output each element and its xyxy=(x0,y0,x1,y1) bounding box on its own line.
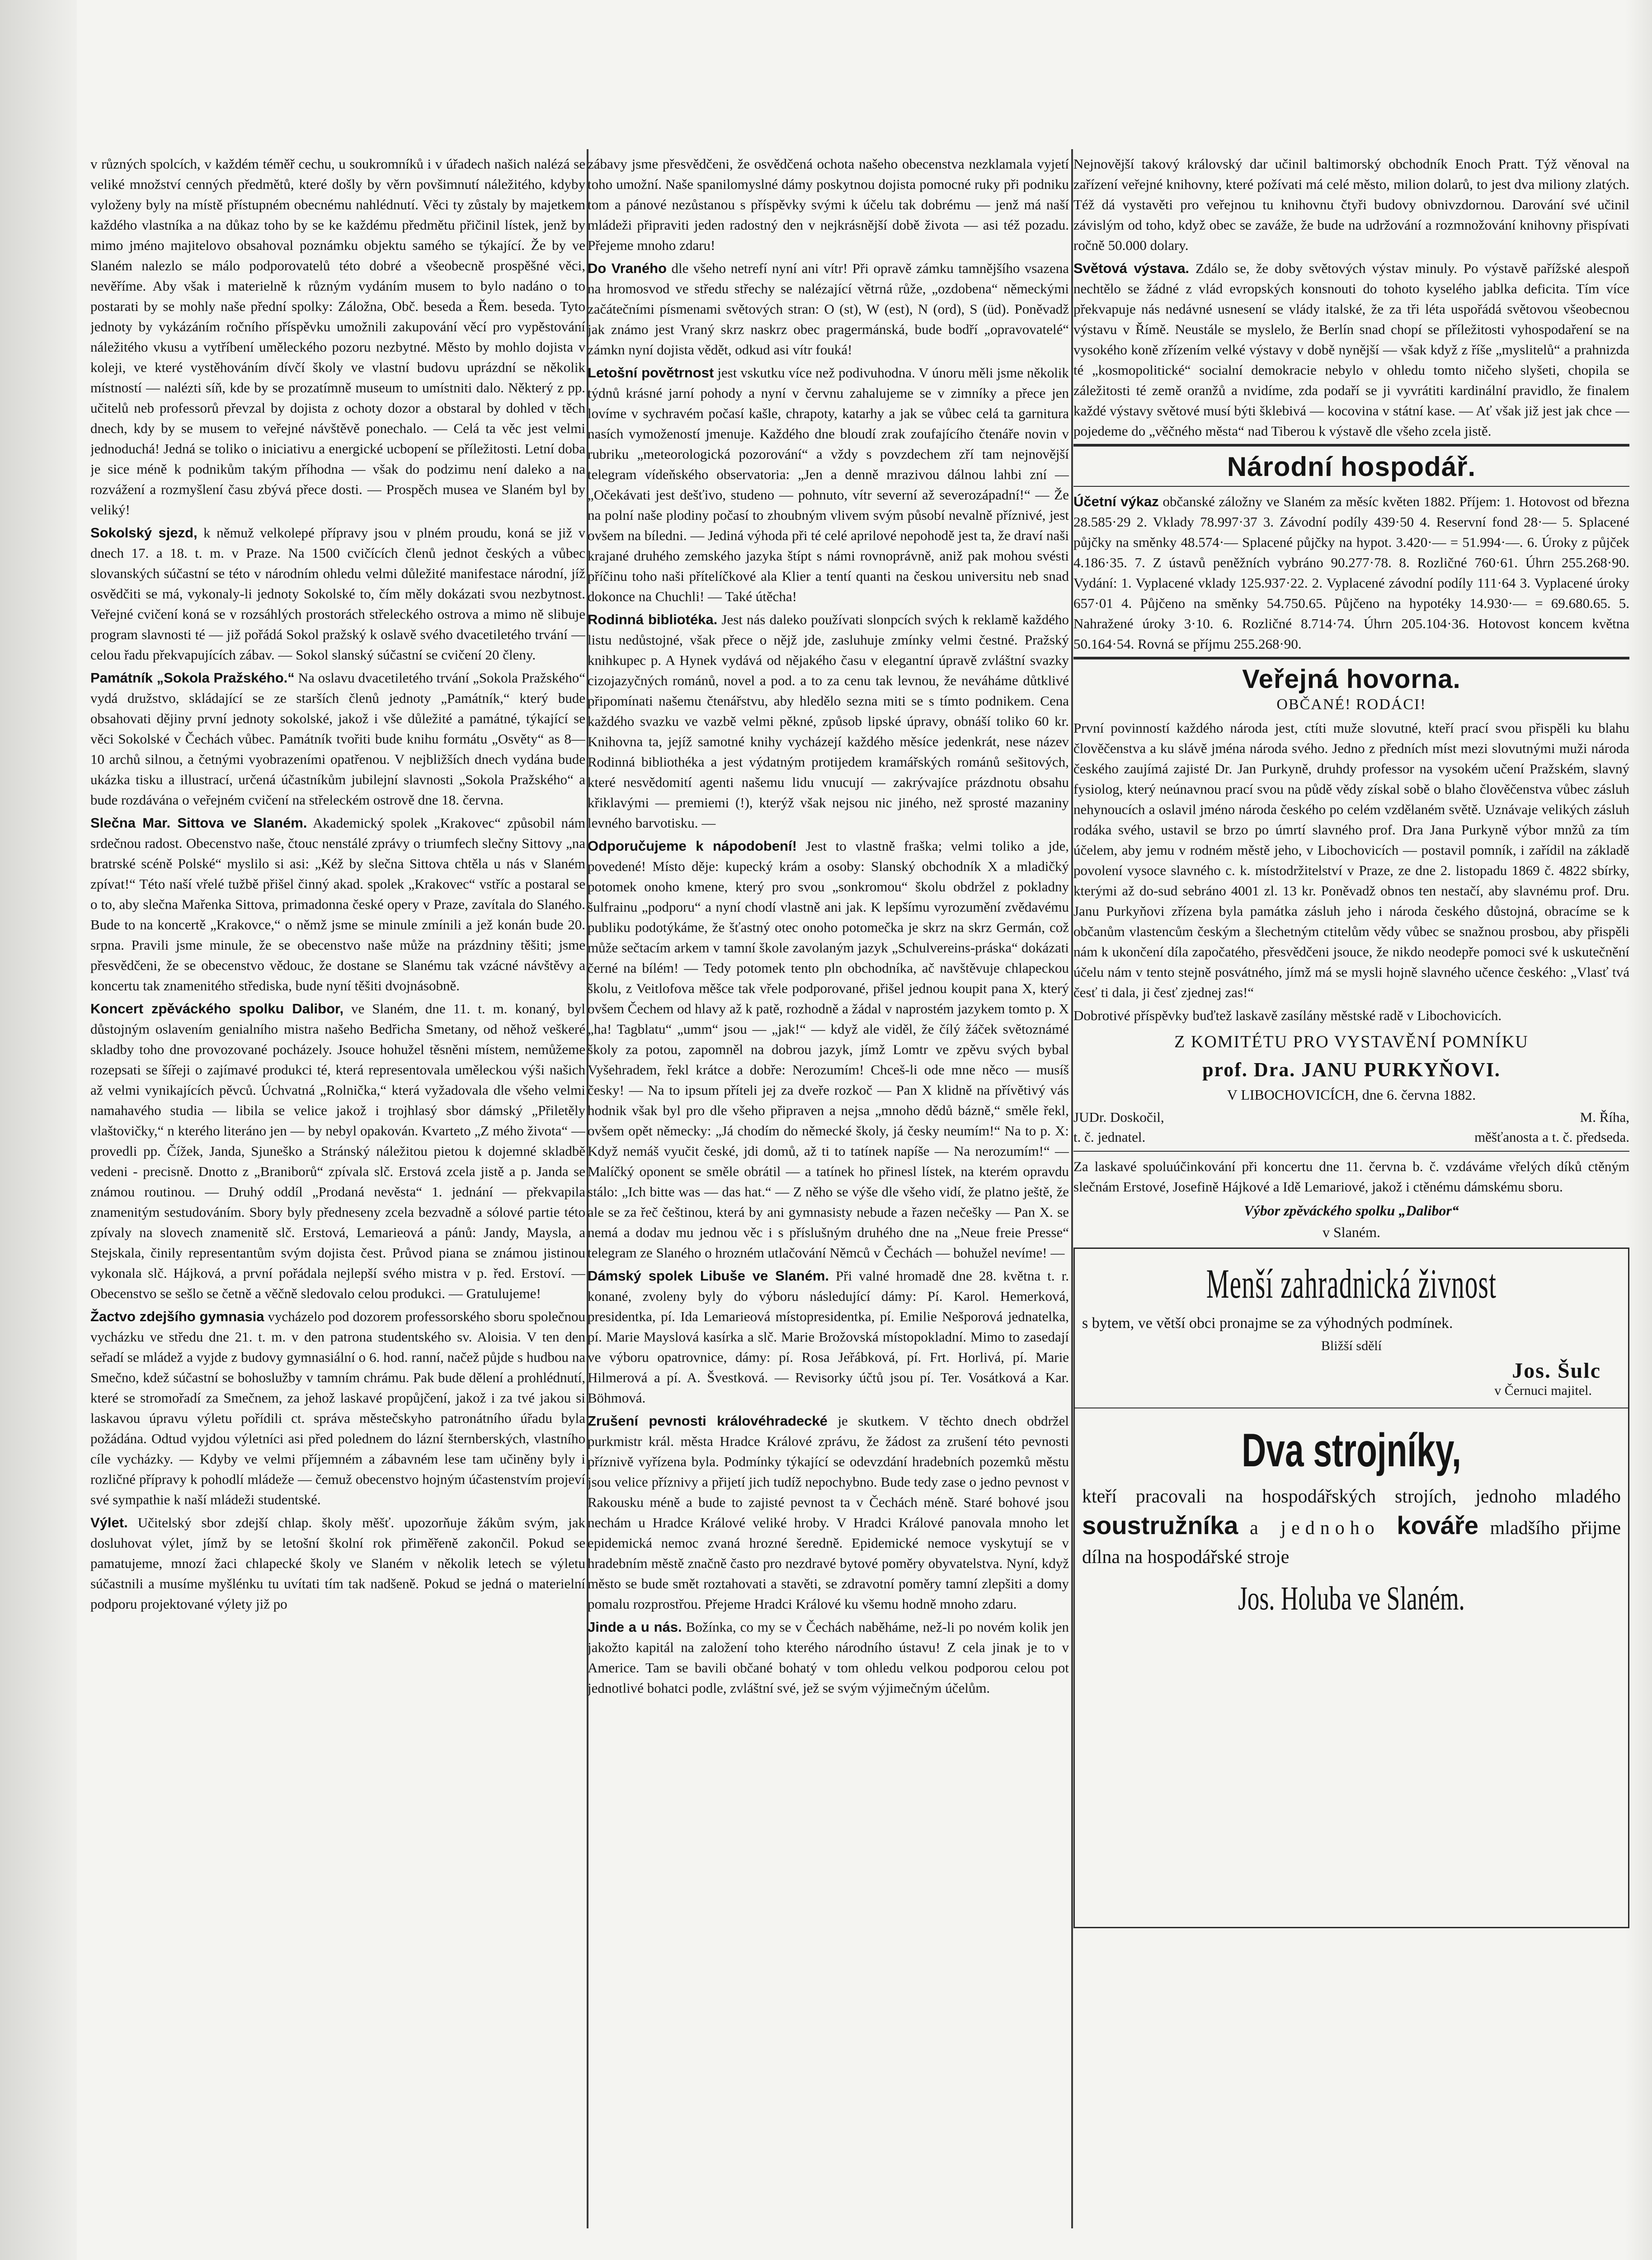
signer-1-role: t. č. jednatel. xyxy=(1073,1129,1146,1145)
signer-1-name: JUDr. Doskočil, xyxy=(1073,1109,1164,1125)
pratt-article: Nejnovější takový královský dar učinil baltimorský obchodník Enoch Pratt. Týž věnoval na zařízení veřejné knihovny, které požívati má celé město, milion dolarů, to jest dva miliony zlatých. Též dá vystavěti pro veřejnou tu knihovnu čtyři budovy obnivzdornou. Darování své učinil závislým od toho, když obec se zaváže, že bude na udržování a rozmnožování knihovny přispívati ročně 50.000 dolary. xyxy=(1073,156,1629,253)
weather-heading: Letošní povětrnost xyxy=(588,365,714,381)
vylet-heading: Výlet. xyxy=(90,1515,128,1530)
vrany-heading: Do Vraného xyxy=(588,260,667,276)
weather-text: jest vskutku více než podivuhodna. V únoru měli jsme několik týdnů krásné jarní pohody a nyní v červnu zahalujeme se v zimníky a přece jen lovíme v sychravém počasí kašle, chrapoty, katarhy a jak se vůbec celá ta garnitura nasích vymožeností jmenuje. Každého dne bloudí zrak zoufajícího čtenáře novin v rubriku „meteorologická pozorování“ a vždy s povzdechem zří tam nejnovější telegram vídeňského observatoria: „Jen a denně mrazivou dálnou lahbi zní — „Očekávati jest dešťivo, studeno — pohnuto, vítr severní až severozápadní!“ — Že na polní naše plodiny počasí to zhoubným vlivem svým působí nevalně příznivé, jest ovšem na bíledni. — Jediná výhoda při té celé aprilové nepohodě jest ta, že draví naši krajané druhého zemského jazyka štípt s námi rovnoprávně, aniž pak mohou svésti příčinu toho naši přítelíčkové ala Klier a tentí quanti na českou universitu neb snad dokonce na Chuchli! — Také útěcha! xyxy=(588,365,1069,604)
account-report-text: občanské záložny ve Slaném za měsíc květen 1882. Příjem: 1. Hotovost od března 28.585·29 2. Vklady 78.997·37 3. Závodní podíly 439·50 4. Reservní fond 28·— 5. Splacené půjčky na směnky 48.574·— Splacené půjčky na hypot. 3.420·— = 51.994·—. 6. Úroky z půjček 4.186·35. 7. Z ústavů peněžních vybráno 90.277·78. 8. Rozličné 760·61. Úhrn 255.268·90. Vydání: 1. Vyplacené vklady 125.937·22. 2. Vyplacené závodní podíly 111·64 3. Vyplacené úroky 657·01 4. Půjčeno na směnky 54.750.65. Půjčeno na hypotéky 14.930·— = 69.680.65. 5. Nahražené úroky 3·10. 6. Rozličné 8.714·74. Úhrn 205.104·36. Hotovost koncem května 50.164·54. Rovná se příjmu 255.268·90. xyxy=(1073,494,1629,652)
vylet-continuation: zábavy jsme přesvědčeni, že osvědčená ochota našeho obecenstva nezklamala vyjetí toho umožní. Naše spanilomyslné dámy poskytnou dojista pomocné ruky při podniku tom a pánové nezůstanou s příspěvky svými k účelu tak dobrému — jenž má naší mládeži připraviti jeden radostný den v nejkrásnější době života — asi též pozadu. Přejeme mnoho zdaru! xyxy=(588,156,1069,253)
section-rule-bottom xyxy=(1073,486,1629,487)
sittova-article xyxy=(90,813,585,996)
ad-machinists-smith: kováře xyxy=(1397,1511,1478,1540)
sokol-sjezd-heading: Sokolský sjezd, xyxy=(90,525,198,541)
pamatnik-article xyxy=(90,668,585,810)
jinde-article xyxy=(588,1617,1069,1698)
contributions-note: Dobrotivé příspěvky buďtež laskavě zasílány městské radě v Libochovicích. xyxy=(1073,1008,1502,1023)
committee-honoree: prof. Dra. JANU PURKYŇOVI. xyxy=(1202,1059,1501,1081)
library-heading: Rodinná bibliotéka. xyxy=(588,612,718,627)
jinde-heading: Jinde a u nás. xyxy=(588,1619,682,1635)
hovorna-rule xyxy=(1073,657,1629,659)
section-heading-narodni-hospodar: Národní hospodář. xyxy=(1227,452,1476,482)
hovorna-heading: Veřejná hovorna. xyxy=(1242,664,1461,694)
column-2 xyxy=(588,154,1069,2188)
library-text: Jest nás daleko používati slonpcích svých k reklamě každého listu nedůstojné, však přece o nějž jde, zasluhuje zmínky velmi čestné. Pražský knihkupec p. A Hynek vydává od nějakého času v elegantní úpravě zvláštní svazky cizojazyčných románů, novel a pod. a to za cenu tak levnou, že neváháme důtklivé připomínati našemu čtenářstvu, aby hledělo sezna miti se s tímto podnikem. Cena každého svazku ve vazbě velmi pěkné, způsob lipské úpravy, obnáší toliko 60 kr. Knihovna ta, jejíž samotné knihy vycházejí každého měsíce jedenkrát, nese název Rodinná bibliothéka a jest výdatným protijedem kramářských románů sešitových, které nesvědomití agenti našemu lidu vnucují — zakrývajíce prázdnotu obsahu křiklavými — premiemi (!), kterýž však nejsou nic jiného, než sprosté mazaniny levného barvotisku. — xyxy=(588,612,1069,831)
vrany-text: dle všeho netrefí nyní ani vítr! Při opravě zámku tamnějšího vsazena na hromosvod ve středu střechy se nalézající větrná růže, „ozdobena“ německými začátečními písmenami světových stran: O (st), W (est), N (ord), S (üd). Poněvadž jak známo jest Vraný skrz naskrz obec pragermánská, bude bodří „opravovatelé“ zámkn nyní dojista vědět, odkud asi vítr fouká! xyxy=(588,260,1069,358)
committee-signers xyxy=(1073,1107,1629,1147)
signer-2-name: M. Říha, xyxy=(1580,1109,1629,1125)
ad-garden-title: Menší zahradnická živnost xyxy=(1206,1261,1497,1307)
sittova-heading: Slečna Mar. Sittova ve Slaném. xyxy=(90,815,307,831)
ad-machinists-title: Dva strojníky, xyxy=(1242,1424,1461,1477)
vylet-article xyxy=(90,1512,585,1614)
world-exhibition-heading: Světová výstava. xyxy=(1073,260,1190,276)
recommend-article xyxy=(588,836,1069,1263)
museum-article: v různých spolcích, v každém téměř cechu, u soukromníků i v úřadech našich nalézá se veliké množství cenných předmětů, které došly by věrn povšimnutí náležitého, kdyby vyloženy byly na místě přístupném obecnému nahlédnutí. Věci ty zůstaly by majetkem každého vlastníka a na důkaz toho by se ke každému předmětu přičinil lístek, jenž by mimo jméno majitelovo obsahoval poznámku objektu samého se týkající. Že by ve Slaném nalezlo se málo podporovatelů této dobré a všeobecně prospěšné věci, nevěříme. Aby však i materielně k různým vydáním musem to bylo nadáno o to postarati by se mohly naše přední spolky: Záložna, Obč. beseda a Řem. beseda. Tyto jednoty by vykázáním ročního příspěvku umožnili zakupování věcí pro vypěstování náležitého vkusu a vytříbení uměleckého pozoru nezbytné. Město by mohlo dojista v koleji, ve které vystěhováním dívčí školy ve vlastní budovu uprázdní se několik místností — nalézti síň, kde by se prozatímně museum to umístniti dalo. Některý z pp. učitelů neb professorů převzal by dojista z ochoty dozor a obstaral by dohled v těch dnech, kdy by se musem to veřejné návštěvě ponechalo. — Celá ta věc jest velmi jednoduchá! Jedná se toliko o iniciativu a energické ucbopení se příležitosti. Letní doba je sice méně k podnikům takým příhodna — však do podzimu není daleko a na rozvážení a rozmyšlení času zbývá přece dosti. — Prospěch musea ve Slaném byl by veliký! xyxy=(90,156,585,518)
recommend-text: Jest to vlastně fraška; velmi toliko a jde, povedené! Místo děje: kupecký krám a osoby: Slanský obchodník X a mladičký potomek onoho kmene, který pro svou „sonkromou“ školu obdržel z pokladny šulfrainu „podporu“ a nyní chodí vlastně ani jak. K lepšímu vyrozumění zvědavému publiku podotýkáme, že šťastný otec onoho potomečka je skrz na skrz Germán, což může sečtacím arkem v tamní škole zavolaným jazyk „Schulvereins-práska“ dokázati černé na bílém! — Tedy potomek tento pln obchodníka, ač navštěvuje chlapeckou školu, z Veitlofova měšce tak vřele podporované, přišel jednou koupit pana X, který ovšem Čechem od hlavy až k patě, rozhodně a žádal v naprostém jazykem tomto p. X „ha! Tagblatu“ „umm“ jsou — „jak!“ — když ale viděl, že čílý žáček světoznámé školy za potou, zapomněl na dobrou jazyk, jímž Lomtr ve zpěvu svých bybal Vyšehradem, řekl krátce a dobře: Nerozumím! Chceš-li ode mne něco — musíš česky! — Na to ipsum příteli jej za dveře rozkoč — Pan X klidně na přívětivý vás hodnik však byl pro dle všeho připraven a nejsa „mnoho dědů bázně,“ směle řekl, ovšem opět německy: „Já chodím do německé školy, já česky neumím!“ Na to p. X: Když nemáš vyučit české, jdi domů, až ti to tatínek napíše — Na nerozumím!“ — Malíčký oponent se směle obrátil — a tatínek ho přinesl lístek, na kterém opravdu stálo: „Ich bitte was — das hat.“ — Z něho se výše dle všeho vidí, že platno ještě, že ale se za řeč češtinou, která by ani gymnasisty nebude a řazen nečešky — Pan X. se nemá a dodav mu jednou věc i s příslušným druhého dne na „Neue freie Presse“ telegram ze Slaného o hrozném utlačování Němců v Čechách — bohužel nevíme! — xyxy=(588,838,1069,1261)
pamatnik-heading: Památník „Sokola Pražského.“ xyxy=(90,670,295,686)
dalibor-concert-article xyxy=(90,998,585,1304)
pamatnik-text: Na oslavu dvacetiletého trvání „Sokola Pražského“ vydá družstvo, skládající se ze starších členů jednoty „Památník,“ který bude obsahovati dějiny první jednoty sokolské, jakož i vše důležité a památné, týkající se věci Sokolské v Čechách vůbec. Památník tvořiti bude knihu formátu „Osvěty“ as 8—10 archů silnou, a četnými vyobrazeními opatřenou. V nejbližších dnech vydána bude ukázka tisku a illustrací, určená účastníkům jubilejní slavnosti „Sokola Pražského“ a bude rozdávána o veřejném cvičení na střeleckém ostrově dne 18. června. xyxy=(90,670,585,808)
section-rule-top xyxy=(1073,444,1629,447)
hovorna-subheading: OBČANÉ! RODÁCI! xyxy=(1276,696,1426,713)
hradec-article xyxy=(588,1411,1069,1614)
account-report-heading: Účetní výkaz xyxy=(1073,494,1159,509)
committee-title: Z KOMITÉTU PRO VYSTAVĚNÍ POMNÍKU xyxy=(1174,1032,1529,1051)
dalibor-concert-text: ve Slaném, dne 11. t. m. konaný, byl důstojným oslavením genialního mistra našeho Bedřicha Smetany, od něhož veškeré skladby toho dne provozované pocházely. Jsouce hohužel těsněni místem, nemůžeme rozepsati se šířeji o zajímavé produkci té, která representovala uměleckou výši našich až velmi vynikajících pěvců. Úchvatná „Rolnička,“ která vyžadovala dle všeho velmi namahavého studia — libila se velice jakož i trojhlasý sbor dámský „Přiletěly vlaštovičky,“ n kterého literáno jen — by nebyl opakován. Kvarteto „Z mého života“ — provedli pp. Čížek, Janda, Sjuneško a Stránský náležitou pietou k dojemné skladbě vedeni - precisně. Dnotto z „Braniborů“ zpívala slč. Erstová zcela jistě a p. Janda se známou routinou. — Druhý oddíl „Prodaná nevěsta“ 1. jednání — překvapila znamenitým sestudováním. Sbory byly předneseny zcela bezvadně a sólové partie této zpívaly na slovech znamenitě slč. Erstová, Lemarieová a pánů: Jandy, Maysla, a Stejskala, činily representantům svým dojista čest. Průvod piana se známou jistinou vykonala slč. Hájková, a první pořádala nejlepší svého mistra v p. řed. Erstoví. — Obecenstvo se sešlo se četně a věčně sledovalo celou produkci. — Gratulujeme! xyxy=(90,1001,585,1301)
jinde-text: Božínka, co my se v Čechách naběháme, než-li po novém kolik jen jakožto kapitál na založení toho kterého národního ústavu! Z cela jinak je to v Americe. Tam se bavili občané bohatý v tom ohledu velkou podporou celou pot jednotlivé bohatci podle, zvláštní své, jež se svým výjimečným účelům. xyxy=(588,1619,1069,1696)
column-1 xyxy=(90,154,585,2260)
left-margin-shadow xyxy=(0,0,77,2260)
sokol-sjezd-text: k němuž velkolepé přípravy jsou v plném proudu, koná se již v dnech 17. a 18. t. m. v Praze. Na 1500 cvičících členů jednot českých a vůbec slovanských súčastní se této v národním ohledu velmi důležité manifestace národní, jíž osvědčiti se má, vykonaly-li jednoty Sokolské to, čím měly dokázati svou nezbytnost. Veřejné cvičení koná se v rozsáhlých prostorách střeleckého ostrova a mimo ně slibuje program slavnosti té — již pořádá Sokol pražský k oslavě svého dvacetiletého trvání — celou řadu překvapujících zábav. — Sokol slanský súčastní se cvičení 20 členy. xyxy=(90,525,585,663)
ad-machinists-text-a: kteří pracovali na hospodářských strojích, jednoho mladého xyxy=(1082,1486,1621,1507)
libuse-heading: Dámský spolek Libuše ve Slaném. xyxy=(588,1268,829,1284)
libuse-text: Při valné hromadě dne 28. května t. r. konané, zvoleny byly do výboru následující dámy: Pí. Karol. Hemerková, presidentka, pí. Ida Lemarieová místopresidentka, pí. Emilie Nešporová jednatelka, pí. Marie Mayslová kasírka a slč. Marie Brožovská místopokladní. Mimo to zasedají ve výboru opatrovnice, dámy: pí. Rosa Jeřábková, pí. Frt. Horlivá, pí. Marie Hilmerová a pí. A. Švestková. — Revisorky účtů jsou pí. Ter. Vosátková a Kar. Böhmová. xyxy=(588,1268,1069,1406)
column-3 xyxy=(1073,154,1629,2260)
gymnasium-article xyxy=(90,1306,585,1510)
vylet-text: Učitelský sbor zdejší chlap. školy měšť. upozorňuje žákům svým, jak dosluhovat výlet, jímž by se letošní školní rok přiměřeně zakončil. Pokud se pamatujeme, mnozí žaci chlapecké školy ve Slaném v několik letech se výletu súčastnili a musíme myšlénku tu uvítati tím tak nadšeně. Pokud se jedná o materielní podporu projektované výlety již po xyxy=(90,1515,585,1612)
recommend-heading: Odporučujeme k nápodobení! xyxy=(588,838,797,854)
advertisement-box xyxy=(1073,1248,1629,1928)
purkyne-appeal: První povinností každého národa jest, ctíti muže slovutné, kteří prací svou přispěli ku blahu člověčenstva a ku slávě jména národa svého. Jedno z předních míst mezi slovutnými muži národa českého zaujímá zajisté Dr. Jan Purkyně, druhdy professor na vysokém učení Pražském, slavný fysiolog, který neúnavnou prací svou na půdě vědy získal sobě o blaho člověčenstva vůbec zásluh nehynoucích a oslavil jméno národa českého po celém vzdělaném světě. Uznávaje velikých zásluh rodáka svého, ustavil se brzo po úmrtí slavného prof. Dra Jana Purkyně výbor mnžů za tím účelem, aby jemu v rodném městě jeho, v Libochovicích — postavil pomník, i zařídil na základě povolení vysoce slavného c. k. místodržitelství v Praze, ze dne 2. listopadu 1869 č. 4822 sbírky, kterými až do-sud sebráno 4001 zl. 13 kr. Poněvadž obnos ten nestačí, aby slavnému prof. Dru. Janu Purkyňovi zřízena byla památka zásluh jeho i národa českého důstojná, obracíme se k občanům vlastencům českým a šlechetným ctitelům vědy vůbec se snažnou prosbou, aby přispěli nám k ukončení díla započatého, přesvědčeni jsouce, že nikdo neodepře pomoci své k uskutečnění účelu nám v tento stejně posvátného, jímž má se mysli hojně slavného učence českého: „Vlasť tvá česť ti dala, ji česť zjednej zas!“ xyxy=(1073,720,1629,1000)
ad-machinists-turner: soustružníka xyxy=(1082,1511,1238,1540)
hradec-heading: Zrušení pevnosti královéhradecké xyxy=(588,1413,828,1429)
hradec-text: je skutkem. V těchto dnech obdržel purkmistr král. města Hradce Králové zprávu, že žádost za zrušení této pevnosti příznivě vyřízena byla. Podmínky týkající se odevzdání hradebních pozemků městu jsou velice příznivy a přijetí jich tudíž nepochybno. Bude tedy zase o jedno pevnost v Rakousku méně a bude to zajisté pevnost ta v Čechách méně. Staré bohové jsou nechám u Hradce Králové veliké hroby. V Hradci Králové panovala mnoho let epidemická nemoc zvaná hrozné šeredně. Epidemické nemoce vyskytují se v hradebním městě značně často pro nezdravé bytové poměry obyvatelstva. Nyní, když město se bude smět roztahovati a stavěti, se zdravotní poměry tamní zlepšiti a domy pomalu rozprostřou. Přejeme Hradci Králové ku všemu hodně mnoho zdaru. xyxy=(588,1413,1069,1612)
sokol-sjezd-article xyxy=(90,523,585,665)
weather-article xyxy=(588,363,1069,607)
ad-machinists-text xyxy=(1082,1482,1621,1572)
gymnasium-heading: Žactvo zdejšího gymnasia xyxy=(90,1309,264,1324)
account-report xyxy=(1073,491,1629,654)
sittova-text: Akademický spolek „Krakovec“ způsobil nám srdečnou radost. Obecenstvo naše, čtouc nenstálé zprávy o triumfech slečny Sittovy „na bratrské scéně Polské“ myslilo si asi: „Kéž by slečna Sittova chtěla u nás v Slaném zpívat!“ Této naší vřelé tužbě přišel činný akad. spolek „Krakovec“ vstříc a postaral se o to, aby slečna Mařenka Sittova, primadonna české opery v Praze, zavítala do Slaného. Bude to na koncertě „Krakovce,“ o němž jsme se minule zmínili a jež konán bude 20. srpna. Pravili jsme minule, že se obecenstvo naše může na prázdniny těšiti; jsme přesvědčeni, že se obecenstvo vědouc, že dostane se Slanému tak vzácné návštěvy a koncertu tak znamenitého střediska, bude nyní těšiti dvojnásobně. xyxy=(90,815,585,993)
library-article xyxy=(588,609,1069,833)
world-exhibition-text: Zdálo se, že doby světových výstav minuly. Po výstavě pařížské alespoň nechtělo se žádné z vlád evropských konsnouti do tohoto kyselého jablka deficita. Tím více překvapuje nás nedávné usnesení se vlády italské, že za tři léta uspořádá světovou všeobecnou výstavu v Římě. Neustále se myslelo, že Berlín snad chopí se příležitosti vyhospodaření se na vysokého koně zřízením velké výstavy v době nynější — však když z říše „myslitelů“ a prahnizda té „kosmopolitické“ socialní demokracie nebylo v ohledu tomto ničeho slyšeti, chopila se záležitosti té země oranžů a nvidíme, zda podaří se ji vyvrátiti kardinální pravidlo, že finalem každé výstavy světové musí býti šklebivá — kocovina v státní kase. — Ať však již jest jak chce — pojedeme do „věčného města“ nad Tiberou k výstavě dle všeho zcela jistě. xyxy=(1073,260,1629,439)
committee-place-date: V LIBOCHOVICÍCH, dne 6. června 1882. xyxy=(1227,1087,1476,1103)
thanks-place: v Slaném. xyxy=(1323,1224,1380,1240)
thanks-rule xyxy=(1073,1151,1629,1152)
gymnasium-text: vycházelo pod dozorem professorského sboru společnou vycházku ve středu dne 21. t. m. v den patrona studentského sv. Aloisia. V ten den seřadí se mládež a vyjde z budovy gymnasiální o 6. hod. ranní, načež půjde s hudbou na Smečno, kdež súčastní se bohoslužby v tamním chrámu. Pak bude dělení a prohlédnutí, které se stromořadí za Smečnem, za jehož laskavé propůjčení, jakož i za tvé jakou si laskavou úpravu výletu pořídili ct. správa městečskyho patronátního úřadu byla požádána. Odtud vyjdou výletníci asi před polednem do lázní šternberských, vlastního cíle vycházky. — Kdyby ve velmi příjemném a zábavném lese tam učiněny byly i rozličné přípravy k pohodlí mládeže — čemuž obecenstvo hojným účastenstvím projeví své sympathie k naší mládeži studentské. xyxy=(90,1309,585,1507)
ad-machinists-text-e: mladšího přijme dílna na hospodářské stroje xyxy=(1082,1518,1621,1568)
ad-garden-owner: Jos. Šulc xyxy=(1512,1359,1601,1383)
ad-machinists-signature: Jos. Holuba ve Slaném. xyxy=(1238,1580,1465,1617)
ad-machinists-text-c: a jednoho xyxy=(1250,1518,1397,1539)
ad-garden-owner-role: v Černuci majitel. xyxy=(1494,1383,1592,1398)
thanks-notice: Za laskavé spoluúčinkování při koncertu dne 11. června b. č. vzdáváme vřelých díků ctěným slečnám Erstové, Josefině Hájkové a Idě Lemariové, jakož i ctěnému dámskému sboru. xyxy=(1073,1158,1629,1195)
column-rule-2 xyxy=(1071,149,1073,2228)
dalibor-concert-heading: Koncert zpěváckého spolku Dalibor, xyxy=(90,1001,344,1017)
world-exhibition-article xyxy=(1073,258,1629,441)
vrany-article xyxy=(588,258,1069,360)
thanks-signature: Výbor zpěváckého spolku „Dalibor“ xyxy=(1244,1202,1459,1219)
ad-garden-contact: Bližší sdělí xyxy=(1321,1338,1382,1353)
libuse-article xyxy=(588,1266,1069,1408)
ad-garden-text: s bytem, ve větší obci pronajme se za výhodných podmínek. xyxy=(1082,1315,1453,1332)
signer-2-role: měšťanosta a t. č. předseda. xyxy=(1474,1129,1629,1145)
